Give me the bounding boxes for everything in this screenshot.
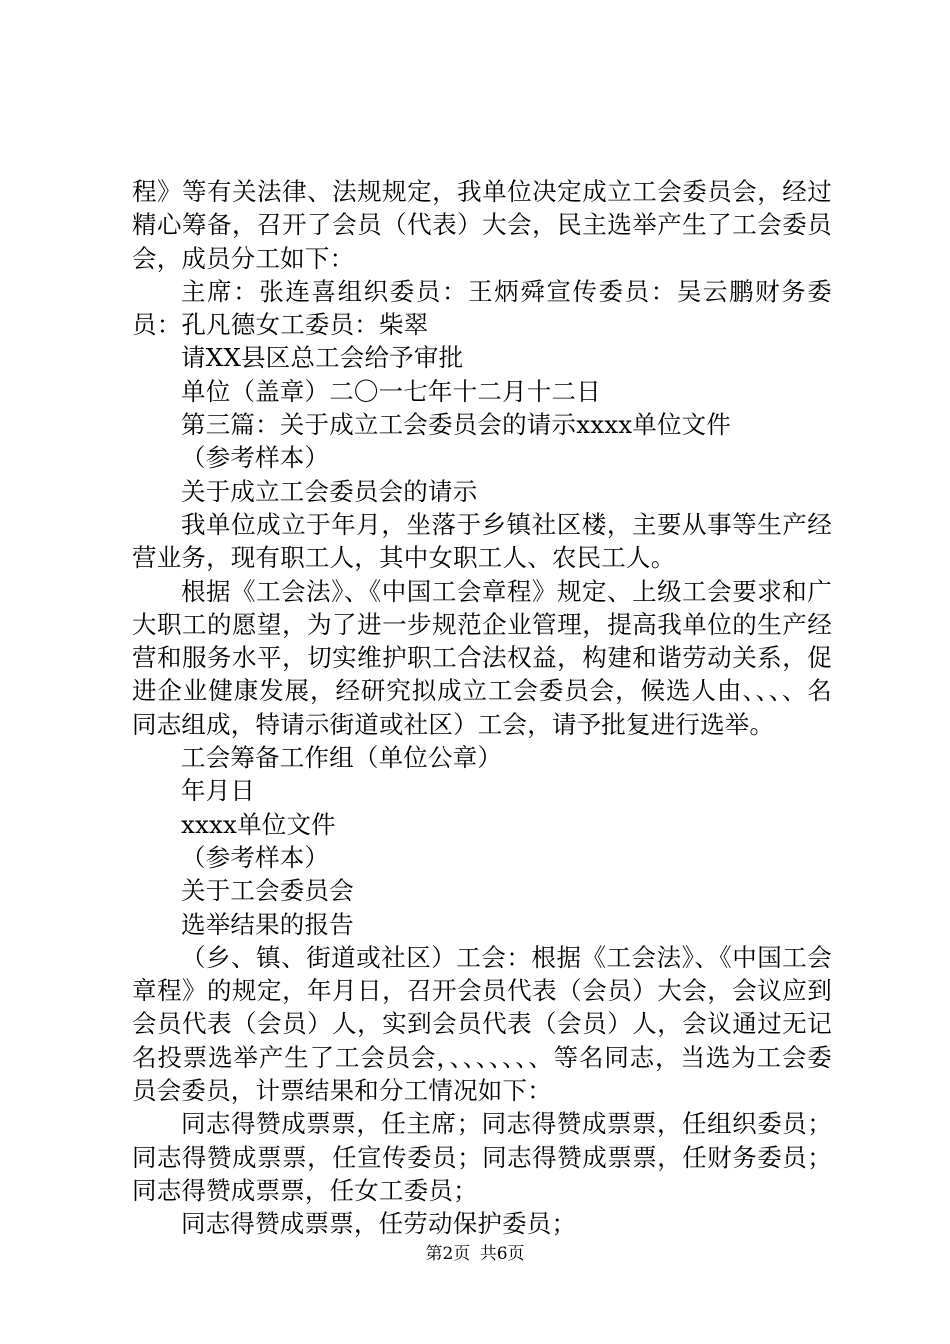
paragraph-election-report: （乡、镇、街道或社区）工会：根据《工会法》、《中国工会章程》的规定，年月日，召开会员代表（会员）大会，会议应到会员代表（会员）人，实到会员代表（会员）人，会议通过无记名投票选举产生了工会员会，、、、、、、、等名同志，当选为工会委员会委员，计票结果和分工情况如下： xyxy=(132,942,832,1106)
sample-note-2: （参考样本） xyxy=(181,842,330,872)
paragraph-approval-request: 请XX县区总工会给予审批 xyxy=(181,343,464,373)
paragraph-prep-group: 工会筹备工作组（单位公章） xyxy=(181,743,503,773)
request-title: 关于成立工会委员会的请示 xyxy=(181,476,478,506)
page-footer xyxy=(0,1242,950,1266)
document-body xyxy=(132,175,832,1241)
page-number: 第2页 xyxy=(425,1244,471,1264)
page-total: 共6页 xyxy=(479,1244,525,1264)
paragraph-legal-basis: 根据《工会法》、《中国工会章程》规定、上级工会要求和广大职工的愿望，为了进一步规范企业管理，提高我单位的生产经营和服务水平，切实维护职工合法权益，构建和谐劳动关系，促进企业健康发展，经研究拟成立工会委员会，候选人由、、、、名同志组成，特请示街道或社区）工会，请予批复进行选举。 xyxy=(132,576,832,739)
section-heading-part-three: 第三篇：关于成立工会委员会的请示xxxx单位文件 xyxy=(181,410,732,440)
paragraph-vote-results: 同志得赞成票票，任主席；同志得赞成票票，任组织委员；同志得赞成票票，任宣传委员；同志得赞成票票，任财务委员；同志得赞成票票，任女工委员； xyxy=(132,1109,832,1205)
paragraph-unit-document: xxxx单位文件 xyxy=(181,809,336,839)
report-title-line-2: 选举结果的报告 xyxy=(181,909,354,939)
paragraph-seal-date: 单位（盖章）二〇一七年十二月十二日 xyxy=(181,376,601,406)
paragraph-unit-intro: 我单位成立于年月，坐落于乡镇社区楼，主要从事等生产经营业务，现有职工人，其中女职工人、农民工人。 xyxy=(132,509,832,573)
paragraph-labor-protection: 同志得赞成票票，任劳动保护委员； xyxy=(181,1209,577,1239)
paragraph-member-roles: 主席：张连喜组织委员：王炳舜宣传委员：吴云鹏财务委员：孔凡德女工委员：柴翠 xyxy=(132,276,832,340)
report-title-line-1: 关于工会委员会 xyxy=(181,876,354,906)
paragraph-date-placeholder: 年月日 xyxy=(181,776,256,806)
sample-note: （参考样本） xyxy=(181,443,330,473)
paragraph-continuation: 程》等有关法律、法规规定，我单位决定成立工会委员会，经过精心筹备，召开了会员（代表）大会，民主选举产生了工会委员会，成员分工如下： xyxy=(132,177,832,273)
